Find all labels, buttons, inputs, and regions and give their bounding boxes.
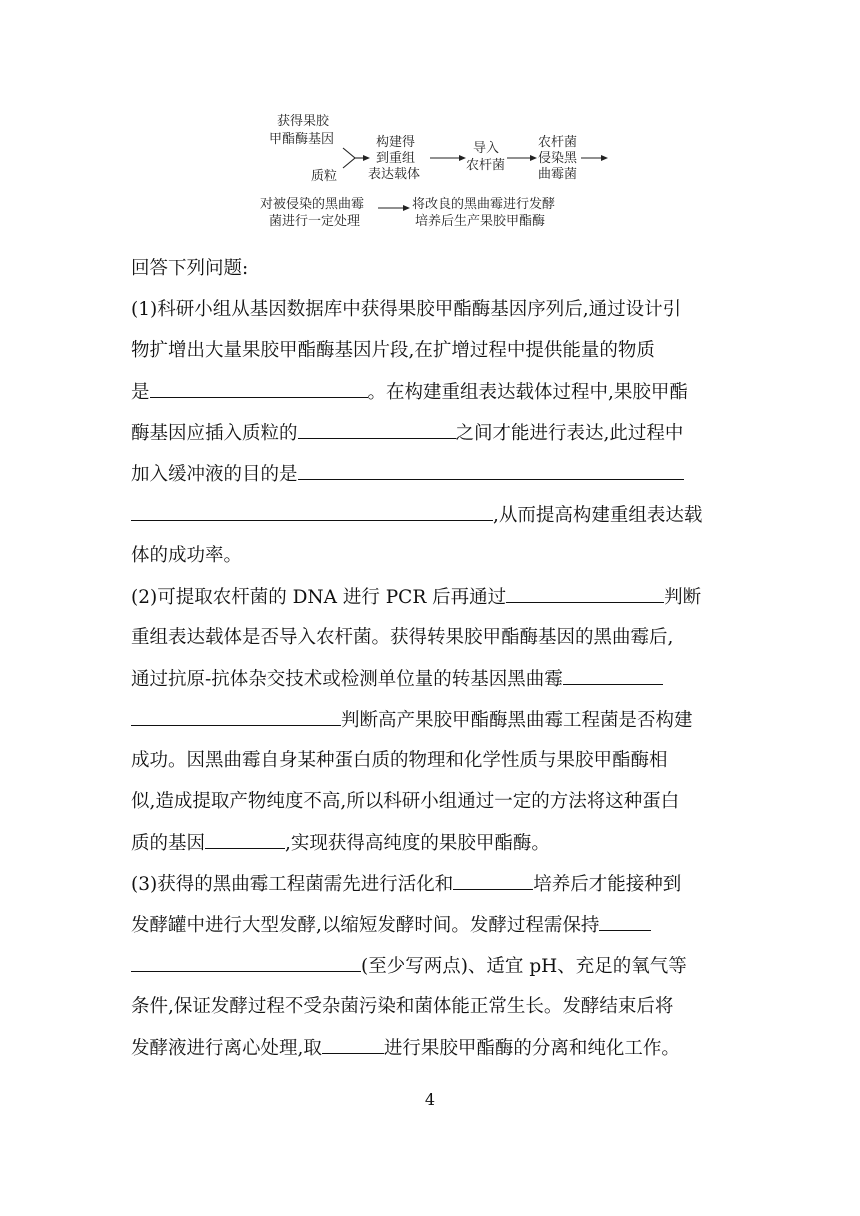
node-infect-line2: 侵染黑	[538, 151, 578, 166]
node-gene-line1: 获得果胶	[277, 114, 330, 129]
answer-blank-measure[interactable]	[563, 658, 663, 685]
q2-line-1	[131, 576, 741, 617]
node-construct-line1: 构建得	[376, 135, 416, 150]
answer-blank-culture[interactable]	[453, 863, 533, 890]
q2-text: 似,造成提取产物纯度不高,所以科研小组通过一定的方法将这种蛋白	[131, 791, 680, 812]
node-ferment-line1: 将改良的黑曲霉进行发酵	[412, 197, 556, 212]
node-process-line1: 对被侵染的黑曲霉	[260, 197, 365, 212]
q1-text: 加入缓冲液的目的是	[131, 464, 298, 485]
arrowhead-1	[459, 155, 466, 161]
q1-text: 酶基因应插入质粒的	[131, 423, 298, 444]
answer-blank-conditions[interactable]	[599, 904, 651, 931]
q2-text: 通过抗原-抗体杂交技术或检测单位量的转基因黑曲霉	[131, 669, 563, 690]
q3-text: (至少写两点)、适宜 pH、充足的氧气等	[361, 956, 687, 977]
q3-line-4	[131, 986, 741, 1027]
question-body	[131, 248, 741, 1068]
node-plasmid: 质粒	[311, 169, 338, 184]
q1-line-2	[131, 330, 741, 371]
q3-line-5	[131, 1027, 741, 1068]
q2-text: 重组表达载体是否导入农杆菌。获得转果胶甲酯酶基因的黑曲霉后,	[131, 627, 674, 648]
answer-blank-buffer-purpose[interactable]	[298, 453, 684, 480]
q1-line-6	[131, 494, 741, 535]
answer-blank-conditions-cont[interactable]	[131, 945, 361, 972]
q2-text: 质的基因	[131, 833, 206, 854]
q3-line-2	[131, 904, 741, 945]
q3-text: 培养后才能接种到	[533, 874, 682, 895]
q3-line-1	[131, 863, 741, 904]
q3-text: 进行果胶甲酯酶的分离和纯化工作。	[383, 1038, 680, 1059]
q1-text: 。在构建重组表达载体过程中,果胶甲酯	[367, 382, 688, 403]
answer-blank-buffer-purpose-cont[interactable]	[131, 494, 493, 521]
q1-line-1	[131, 289, 741, 330]
q2-text: 判断高产果胶甲酯酶黑曲霉工程菌是否构建	[341, 710, 693, 731]
node-process-line2: 菌进行一定处理	[269, 214, 361, 229]
q1-text: 物扩增出大量果胶甲酯酶基因片段,在扩增过程中提供能量的物质	[131, 340, 655, 361]
q2-line-4	[131, 699, 741, 740]
q2-text: 成功。因黑曲霉自身某种蛋白质的物理和化学性质与果胶甲酯酶相	[131, 750, 668, 771]
answer-blank-gene-action[interactable]	[205, 822, 285, 849]
q3-text: 条件,保证发酵过程不受杂菌污染和菌体能正常生长。发酵结束后将	[131, 996, 674, 1017]
answer-blank-detection[interactable]	[506, 576, 664, 603]
node-ferment-line2: 培养后生产果胶甲酯酶	[415, 214, 546, 229]
q2-text: ,实现获得高纯度的果胶甲酯酶。	[285, 833, 550, 854]
q2-text: (2)可提取农杆菌的 DNA 进行 PCR 后再通过	[131, 587, 507, 608]
q2-line-5	[131, 740, 741, 781]
node-infect-line1: 农杆菌	[538, 135, 578, 150]
arrowhead-3	[601, 155, 608, 161]
merge-chevron	[343, 148, 355, 168]
q1-text: 之间才能进行表达,此过程中	[455, 423, 684, 444]
q3-line-3	[131, 945, 741, 986]
node-gene-line2: 甲酯酶基因	[269, 132, 335, 147]
intro-line	[131, 248, 741, 289]
arrowhead-4	[403, 205, 410, 211]
page-number: 4	[424, 1090, 436, 1109]
q1-text: 是	[131, 382, 150, 403]
answer-blank-insert-site[interactable]	[298, 412, 456, 439]
answer-blank-fraction[interactable]	[322, 1027, 384, 1054]
q3-text: (3)获得的黑曲霉工程菌需先进行活化和	[131, 874, 454, 895]
node-infect-line3: 曲霉菌	[538, 167, 578, 182]
q2-line-2	[131, 617, 741, 658]
q2-line-7	[131, 822, 741, 863]
q2-text: 判断	[664, 587, 702, 608]
flowchart	[255, 108, 615, 236]
q2-line-3	[131, 658, 741, 699]
q2-line-6	[131, 781, 741, 822]
intro-text: 回答下列问题:	[131, 258, 249, 279]
node-import-line1: 导入	[473, 141, 500, 156]
answer-blank-measure-cont[interactable]	[131, 699, 341, 726]
q3-text: 发酵液进行离心处理,取	[131, 1038, 322, 1059]
q1-line-7	[131, 535, 741, 576]
q1-text: ,从而提高构建重组表达载	[493, 505, 703, 526]
node-construct-line3: 表达载体	[368, 167, 421, 182]
node-construct-line2: 到重组	[376, 151, 416, 166]
q1-line-4	[131, 412, 741, 453]
q3-text: 发酵罐中进行大型发酵,以缩短发酵时间。发酵过程需保持	[131, 915, 600, 936]
q1-text: 体的成功率。	[131, 545, 243, 566]
arrowhead-2	[530, 155, 537, 161]
q1-line-5	[131, 453, 741, 494]
q1-line-3	[131, 371, 741, 412]
q1-text: (1)科研小组从基因数据库中获得果胶甲酯酶基因序列后,通过设计引	[131, 299, 682, 320]
answer-blank-energy[interactable]	[150, 371, 368, 398]
node-import-line2: 农杆菌	[466, 158, 506, 173]
merge-arrowhead	[363, 155, 370, 161]
